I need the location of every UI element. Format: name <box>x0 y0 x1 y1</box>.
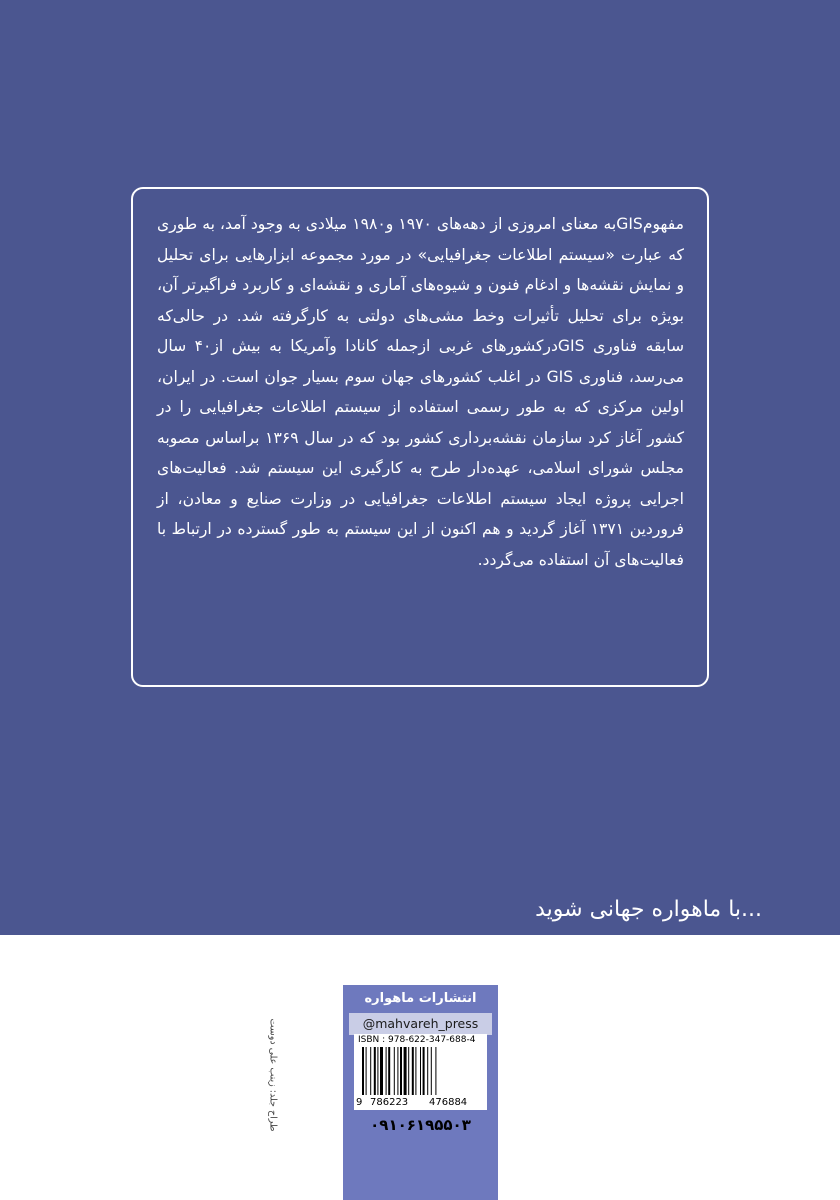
description-frame <box>131 187 709 687</box>
tagline: ...با ماهواره جهانی شوید <box>535 897 762 922</box>
publisher-name: انتشارات ماهواره <box>364 991 477 1006</box>
description-text: مفهومGISبه معنای امروزی از دهه‌های ۱۹۷۰ و۱۹۸۰ میلادی به وجود آمد، به طوری که عبارت «سیستم اطلاعات جغرافیایی» در مورد مجموعه ابزارهایی برای تحلیل و نمایش نقشه‌ها و ادغام فنون و شیوه‌های آماری و نقشه‌ای و کاربرد فراگیرتر آن، بویژه برای تحلیل تأثیرات وخط مشی‌های دولتی به کارگرفته شد. در حالی‌که سابقه فناوری GISدرکشورهای غربی ازجمله کانادا وآمریکا به بیش از۴۰ سال می‌رسد، فناوری GIS در اغلب کشورهای جهان سوم بسیار جوان است. در ایران، اولین مرکزی که به طور رسمی استفاده از سیستم اطلاعات جغرافیایی را در کشور آغاز کرد سازمان نقشه‌برداری کشور بود که در سال ۱۳۶۹ براساس مصوبه مجلس شورای اسلامی، عهده‌دار طرح به کارگیری این سیستم شد. فعالیت‌های اجرایی پروژه ایجاد سیستم اطلاعات جغرافیایی در وزارت صنایع و معادن، از فروردین ۱۳۷۱ آغاز گردید و هم اکنون از این سیستم به طور گسترده در ارتباط با فعالیت‌های آن استفاده می‌گردد. <box>157 215 685 569</box>
phone-number: ۰۹۱۰۶۱۹۵۵۰۳ <box>370 1116 471 1134</box>
isbn-number: ISBN : 978-622-347-688-4 <box>358 1035 476 1045</box>
barcode-digit-first: 9 <box>356 1097 363 1108</box>
isbn-barcode-block <box>354 1034 487 1110</box>
cover-designer-credit: طراح جلد: زینب علی دوست <box>267 1018 279 1132</box>
publisher-info-panel <box>343 985 498 1200</box>
social-handle: @mahvareh_press <box>349 1013 492 1035</box>
barcode-icon <box>360 1047 481 1097</box>
barcode-digits-left: 786223 <box>370 1097 409 1108</box>
barcode-digits-right: 476884 <box>429 1097 468 1108</box>
